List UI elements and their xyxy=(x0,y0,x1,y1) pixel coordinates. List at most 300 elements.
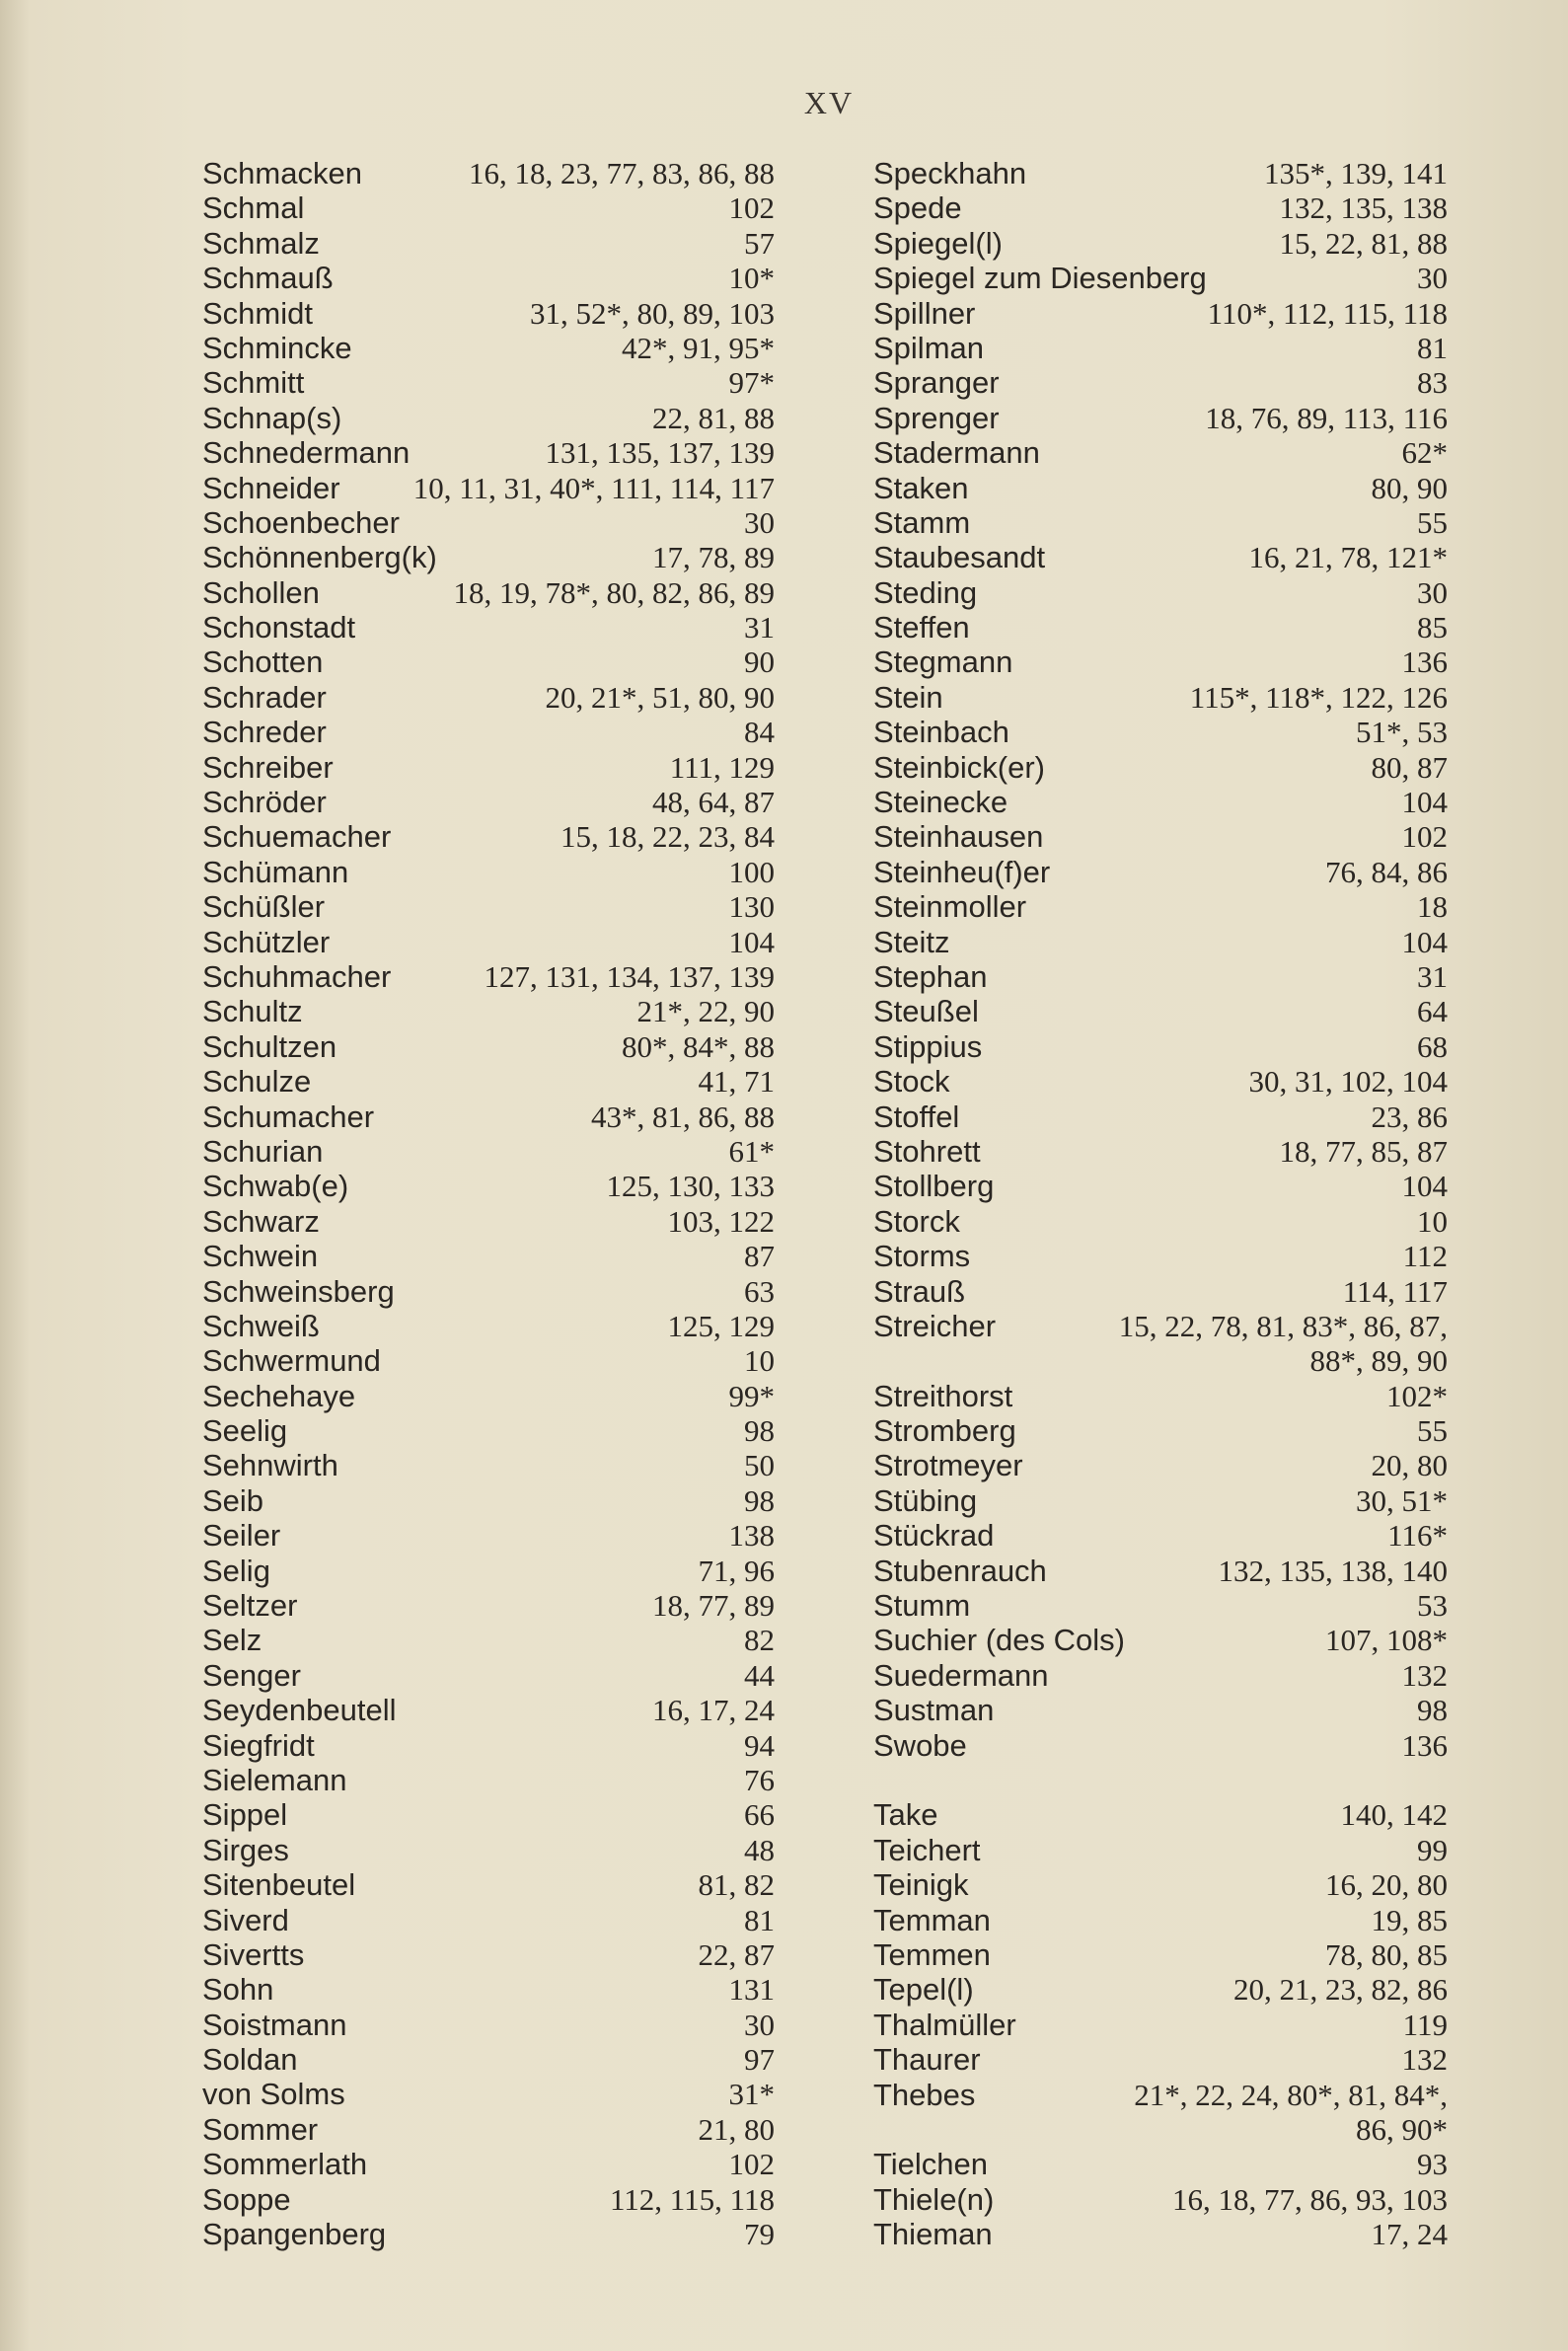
page-references-line: 55 xyxy=(1417,1413,1448,1449)
page-references-line: 125, 130, 133 xyxy=(606,1169,775,1204)
surname: Tielchen xyxy=(873,2147,989,2182)
page-references xyxy=(1172,2182,1448,2217)
index-entry xyxy=(873,889,1448,924)
surname: Stephan xyxy=(873,958,988,994)
page-references-line: 10 xyxy=(744,1343,775,1379)
page-references xyxy=(744,2217,775,2251)
page-references-line: 85 xyxy=(1417,610,1448,645)
page-references xyxy=(1372,1903,1449,1937)
surname: Steinhausen xyxy=(873,819,1044,855)
page-references xyxy=(1249,1064,1449,1099)
surname: Sommer xyxy=(202,2111,319,2147)
page-references-line: 57 xyxy=(744,225,775,261)
page-references xyxy=(744,1274,775,1309)
surname: Suchier (des Cols) xyxy=(873,1623,1125,1658)
surname: Sitenbeutel xyxy=(202,1867,356,1903)
index-entry xyxy=(873,2217,1448,2251)
page-references xyxy=(1402,2042,1449,2077)
right-column xyxy=(873,156,1448,2251)
index-entry xyxy=(202,610,775,645)
index-entry xyxy=(202,1728,775,1763)
surname: Schwermund xyxy=(202,1343,381,1379)
index-entry xyxy=(202,1972,775,2007)
surname: Strotmeyer xyxy=(873,1448,1023,1483)
surname: Schuhmacher xyxy=(202,958,392,994)
page-references-line: 16, 17, 24 xyxy=(652,1693,775,1728)
page-references xyxy=(744,715,775,749)
page-references xyxy=(1280,190,1449,225)
page-references xyxy=(744,1623,775,1657)
page-references-line: 21, 80 xyxy=(698,2111,775,2147)
surname: Seelig xyxy=(202,1413,288,1449)
page-references-line: 94 xyxy=(744,1727,775,1763)
index-entry xyxy=(202,1867,775,1902)
surname: Strauß xyxy=(873,1273,966,1309)
surname: Stromberg xyxy=(873,1413,1016,1449)
page-references xyxy=(729,190,776,225)
surname: Sehnwirth xyxy=(202,1448,338,1483)
index-entry xyxy=(873,1518,1448,1553)
page-references-line: 63 xyxy=(744,1273,775,1309)
page-references xyxy=(1417,1204,1448,1239)
surname: Spilman xyxy=(873,330,984,365)
surname: von Solms xyxy=(202,2077,345,2112)
page-references xyxy=(729,889,776,924)
page-references-line: 90 xyxy=(744,645,775,680)
page-references-line: 30 xyxy=(1417,261,1448,296)
page-references xyxy=(699,2112,776,2147)
page-references xyxy=(1417,1833,1448,1867)
page-references-line: 17, 24 xyxy=(1371,2217,1448,2252)
page-references-line: 132 xyxy=(1401,1657,1448,1693)
index-entry xyxy=(873,1413,1448,1448)
surname: Thalmüller xyxy=(873,2007,1016,2042)
surname: Schnap(s) xyxy=(202,400,342,435)
page-references-line: 22, 81, 88 xyxy=(652,400,775,435)
page-references-line: 15, 22, 81, 88 xyxy=(1279,225,1448,261)
surname: Thebes xyxy=(873,2077,976,2112)
page-references xyxy=(560,819,775,854)
page-references xyxy=(744,505,775,540)
page-references-line: 10 xyxy=(1417,1203,1448,1239)
index-entry xyxy=(873,1448,1448,1482)
page-references-line: 99 xyxy=(1417,1832,1448,1867)
page-references xyxy=(1280,226,1449,261)
index-entry xyxy=(202,1274,775,1309)
index-entry xyxy=(202,1134,775,1169)
index-entry xyxy=(873,1029,1448,1064)
page-references-continued: 88*, 89, 90 xyxy=(1309,1343,1448,1379)
page-references xyxy=(699,1937,776,1972)
page-references xyxy=(744,1763,775,1797)
index-entry xyxy=(202,1797,775,1832)
page-references xyxy=(1372,1448,1449,1482)
index-entry xyxy=(202,1204,775,1239)
page-references-line: 98 xyxy=(744,1413,775,1449)
page-references-line: 18, 77, 89 xyxy=(652,1588,775,1624)
page-references xyxy=(1402,1658,1449,1693)
page-references xyxy=(744,1797,775,1832)
index-entry xyxy=(202,1064,775,1099)
index-entry xyxy=(873,1169,1448,1203)
page-references-line: 48 xyxy=(744,1832,775,1867)
page-references xyxy=(729,855,776,889)
page-references-line: 30 xyxy=(744,2007,775,2042)
index-entry xyxy=(202,401,775,435)
surname: Steffen xyxy=(873,610,970,645)
index-entry xyxy=(873,1554,1448,1588)
surname: Sustman xyxy=(873,1693,995,1728)
page-references xyxy=(652,1588,775,1623)
page-references xyxy=(744,1658,775,1693)
page-references xyxy=(1417,1029,1448,1064)
surname: Schonstadt xyxy=(202,610,356,645)
surname: Sippel xyxy=(202,1797,288,1833)
page-references-line: 97* xyxy=(728,365,775,401)
index-entry xyxy=(873,156,1448,190)
surname: Streicher xyxy=(873,1308,997,1343)
page-references-line: 115*, 118*, 122, 126 xyxy=(1189,679,1448,715)
page-references xyxy=(546,435,776,470)
page-references-line: 84 xyxy=(744,715,775,750)
page-references-line: 55 xyxy=(1417,504,1448,540)
page-references xyxy=(1417,610,1448,645)
page-references xyxy=(744,645,775,679)
index-entry xyxy=(873,435,1448,470)
page-references-line: 10* xyxy=(728,261,775,296)
surname: Schollen xyxy=(202,574,320,610)
index-entry xyxy=(202,1239,775,1273)
page-references-line: 16, 18, 23, 77, 83, 86, 88 xyxy=(469,156,775,190)
index-entry xyxy=(202,2008,775,2042)
surname: Selz xyxy=(202,1623,262,1658)
page-references xyxy=(1402,645,1449,679)
page-references-line: 135*, 139, 141 xyxy=(1264,156,1448,190)
page-references xyxy=(668,1309,776,1343)
page-references xyxy=(1233,1972,1448,2007)
surname: Spede xyxy=(873,190,962,226)
page-references-line: 80, 90 xyxy=(1371,470,1448,505)
surname: Seydenbeutell xyxy=(202,1693,397,1728)
page-references xyxy=(1372,1100,1449,1134)
page-references-line: 80, 87 xyxy=(1371,749,1448,785)
page-references xyxy=(668,1204,776,1239)
surname: Schoenbecher xyxy=(202,504,400,540)
surname: Soldan xyxy=(202,2042,298,2078)
surname: Siverd xyxy=(202,1902,289,1937)
page-references-line: 10, 11, 31, 40*, 111, 114, 117 xyxy=(412,470,775,505)
page-references-line: 104 xyxy=(1401,924,1448,959)
surname: Sechehaye xyxy=(202,1378,356,1413)
surname: Steinbick(er) xyxy=(873,749,1045,785)
page-references-line: 125, 129 xyxy=(667,1308,775,1343)
surname: Sohn xyxy=(202,1972,274,2008)
surname: Stübing xyxy=(873,1482,978,1518)
index-entry xyxy=(202,680,775,715)
surname: Schuemacher xyxy=(202,819,392,855)
index-entry xyxy=(873,471,1448,505)
index-entry xyxy=(873,855,1448,889)
index-entry xyxy=(873,2182,1448,2217)
page-references xyxy=(1417,1413,1448,1448)
page-references xyxy=(1417,261,1448,295)
surname: Sprenger xyxy=(873,400,1000,435)
page-references xyxy=(1402,1728,1449,1763)
page-references-line: 31, 52*, 80, 89, 103 xyxy=(530,295,775,331)
page-references xyxy=(1341,1797,1449,1832)
page-references-line: 99* xyxy=(728,1378,775,1413)
surname: Siegfridt xyxy=(202,1727,315,1763)
page-references xyxy=(469,156,775,190)
page-references-line: 51*, 53 xyxy=(1356,715,1448,750)
page-references-line: 136 xyxy=(1401,645,1448,680)
surname: Steinbach xyxy=(873,715,1009,750)
index-entry xyxy=(202,1029,775,1064)
page-references-line: 127, 131, 134, 137, 139 xyxy=(484,958,775,994)
page-references xyxy=(1205,401,1448,435)
surname: Schrader xyxy=(202,679,327,715)
page-references xyxy=(1417,1588,1448,1623)
surname: Stegmann xyxy=(873,645,1013,680)
page-references xyxy=(744,1413,775,1448)
page-references-line: 62* xyxy=(1401,435,1448,471)
surname: Staken xyxy=(873,470,969,505)
surname: Spiegel zum Diesenberg xyxy=(873,261,1207,296)
surname: Schmitt xyxy=(202,365,305,401)
page-references-line: 23, 86 xyxy=(1371,1099,1448,1134)
page-references xyxy=(652,401,775,435)
page-references-line: 19, 85 xyxy=(1371,1902,1448,1937)
page-references-line: 130 xyxy=(728,889,775,925)
index-entry xyxy=(202,2077,775,2111)
page-references xyxy=(546,680,776,715)
page-references xyxy=(1417,331,1448,365)
surname: Steinheu(f)er xyxy=(873,854,1051,889)
index-entry xyxy=(873,1658,1448,1693)
page-references xyxy=(1325,1623,1448,1657)
page-references-line: 42*, 91, 95* xyxy=(622,330,775,365)
page-references xyxy=(1119,1309,1448,1379)
page-references-line: 136 xyxy=(1401,1727,1448,1763)
index-entry xyxy=(873,819,1448,854)
surname: Steitz xyxy=(873,924,950,959)
page-references xyxy=(744,1903,775,1937)
index-entry xyxy=(873,190,1448,225)
index-entry xyxy=(202,190,775,225)
page-references xyxy=(413,471,775,505)
page-references xyxy=(1417,889,1448,924)
page-references-line: 18, 76, 89, 113, 116 xyxy=(1205,400,1448,435)
index-entry xyxy=(873,575,1448,610)
page-references-line: 98 xyxy=(1417,1693,1448,1728)
page-references-line: 17, 78, 89 xyxy=(652,540,775,575)
page-references xyxy=(744,1448,775,1482)
page-references xyxy=(744,2008,775,2042)
index-entry xyxy=(202,1413,775,1448)
index-entry xyxy=(873,1064,1448,1099)
index-entry xyxy=(873,750,1448,785)
index-entry xyxy=(873,1833,1448,1867)
page-references-line: 102 xyxy=(1401,819,1448,855)
surname: Schwab(e) xyxy=(202,1169,349,1204)
index-entry xyxy=(873,645,1448,679)
page-references xyxy=(744,226,775,261)
page-references xyxy=(1403,1239,1448,1273)
surname: Swobe xyxy=(873,1727,967,1763)
surname: Stumm xyxy=(873,1588,971,1624)
page-references-line: 114, 117 xyxy=(1342,1273,1448,1309)
page-references xyxy=(744,1239,775,1273)
page-references-line: 21*, 22, 90 xyxy=(636,994,775,1029)
index-entry xyxy=(202,331,775,365)
index-entry xyxy=(873,1867,1448,1902)
page-references-line: 119 xyxy=(1402,2007,1448,2042)
surname: Schultzen xyxy=(202,1028,337,1064)
surname: Sielemann xyxy=(202,1762,347,1797)
page-references-line: 140, 142 xyxy=(1340,1797,1448,1833)
surname: Steding xyxy=(873,574,978,610)
page-references-line: 131 xyxy=(728,1972,775,2008)
page-references-line: 31* xyxy=(728,2077,775,2112)
surname: Stamm xyxy=(873,504,971,540)
page-references-line: 104 xyxy=(1401,785,1448,820)
page-references xyxy=(1190,680,1448,715)
page-references xyxy=(729,1972,776,2007)
surname: Temmen xyxy=(873,1936,991,1972)
page-references xyxy=(1372,471,1449,505)
index-entry xyxy=(202,715,775,749)
surname: Selig xyxy=(202,1553,270,1588)
page-references xyxy=(652,785,775,819)
page-references-line: 61* xyxy=(728,1133,775,1169)
surname: Sirges xyxy=(202,1832,289,1867)
page-references xyxy=(1417,505,1448,540)
page-references-line: 16, 21, 78, 121* xyxy=(1248,540,1448,575)
page-references xyxy=(729,2147,776,2181)
surname: Schümann xyxy=(202,854,349,889)
page-number: XV xyxy=(803,85,855,120)
index-entry xyxy=(202,855,775,889)
page-references-line: 110*, 112, 115, 118 xyxy=(1207,295,1448,331)
index-entry xyxy=(202,1518,775,1553)
page-references xyxy=(1219,1554,1449,1588)
index-entry xyxy=(202,505,775,540)
page-references-line: 78, 80, 85 xyxy=(1325,1936,1448,1972)
page-references-line: 18 xyxy=(1417,889,1448,925)
surname: Steinecke xyxy=(873,785,1008,820)
page-references-line: 100 xyxy=(728,854,775,889)
page-references xyxy=(1402,1169,1449,1203)
page-references-line: 112 xyxy=(1402,1239,1448,1274)
surname: Seiler xyxy=(202,1518,281,1554)
surname: Schmacken xyxy=(202,156,362,190)
surname: Sivertts xyxy=(202,1936,305,1972)
page-references xyxy=(1325,1867,1448,1902)
page-references xyxy=(744,1343,775,1378)
surname: Spranger xyxy=(873,365,1000,401)
page-references xyxy=(1417,959,1448,994)
index-entry xyxy=(202,959,775,994)
index-entry xyxy=(202,2042,775,2077)
surname: Thieman xyxy=(873,2217,993,2252)
index-entry xyxy=(873,1623,1448,1657)
index-entry xyxy=(202,1448,775,1482)
page-references-continued: 86, 90* xyxy=(1356,2111,1448,2147)
page-references xyxy=(1249,540,1449,574)
page-references xyxy=(729,261,776,295)
surname: Schweiß xyxy=(202,1308,320,1343)
page-references-line: 48, 64, 87 xyxy=(652,785,775,820)
page-references xyxy=(1343,1274,1448,1309)
page-references xyxy=(1386,1379,1448,1413)
page-references xyxy=(1280,1134,1449,1169)
page-references xyxy=(1264,156,1448,190)
page-references-line: 18, 19, 78*, 80, 82, 86, 89 xyxy=(453,574,775,610)
index-entry xyxy=(202,1623,775,1657)
page-references xyxy=(1356,715,1448,749)
page-references-line: 116* xyxy=(1387,1518,1448,1554)
index-entry xyxy=(202,575,775,610)
page-references xyxy=(1372,750,1449,785)
index-entry xyxy=(873,1937,1448,1972)
surname: Schmidt xyxy=(202,295,313,331)
page-references xyxy=(670,750,775,785)
index-entry xyxy=(202,645,775,679)
page-references xyxy=(1417,2147,1448,2181)
surname: Stadermann xyxy=(873,435,1040,471)
page-references-line: 132, 135, 138 xyxy=(1279,190,1448,226)
index-entry xyxy=(202,435,775,470)
surname: Stippius xyxy=(873,1028,983,1064)
index-entry xyxy=(202,296,775,331)
surname: Suedermann xyxy=(873,1657,1049,1693)
index-entry xyxy=(202,1100,775,1134)
surname: Seib xyxy=(202,1482,264,1518)
surname: Schulze xyxy=(202,1064,312,1100)
index-entry xyxy=(202,156,775,190)
surname: Schwein xyxy=(202,1239,319,1274)
index-entry xyxy=(202,994,775,1028)
surname: Stückrad xyxy=(873,1518,995,1554)
index-entry xyxy=(873,261,1448,295)
page-references-line: 107, 108* xyxy=(1325,1623,1448,1658)
surname: Stubenrauch xyxy=(873,1553,1047,1588)
page-references xyxy=(729,365,776,400)
index-entry xyxy=(202,1483,775,1518)
page-references-line: 112, 115, 118 xyxy=(609,2181,775,2217)
page-references xyxy=(744,1833,775,1867)
surname: Storms xyxy=(873,1239,971,1274)
surname: Schmalz xyxy=(202,225,320,261)
index-entry xyxy=(202,1763,775,1797)
page-references xyxy=(652,540,775,574)
surname: Stock xyxy=(873,1064,950,1100)
page-references xyxy=(744,610,775,645)
surname: Schmincke xyxy=(202,330,352,365)
page-references-line: 132, 135, 138, 140 xyxy=(1218,1553,1448,1588)
index-entry xyxy=(873,2042,1448,2077)
surname: Stohrett xyxy=(873,1133,981,1169)
page-references xyxy=(1417,575,1448,610)
index-entry xyxy=(202,226,775,261)
page-references xyxy=(637,994,776,1028)
surname: Teinigk xyxy=(873,1867,969,1903)
page-references-line: 104 xyxy=(728,924,775,959)
index-entry xyxy=(873,1204,1448,1239)
surname: Tepel(l) xyxy=(873,1972,974,2008)
surname: Thaurer xyxy=(873,2042,981,2078)
page-references-line: 20, 21*, 51, 80, 90 xyxy=(545,679,775,715)
